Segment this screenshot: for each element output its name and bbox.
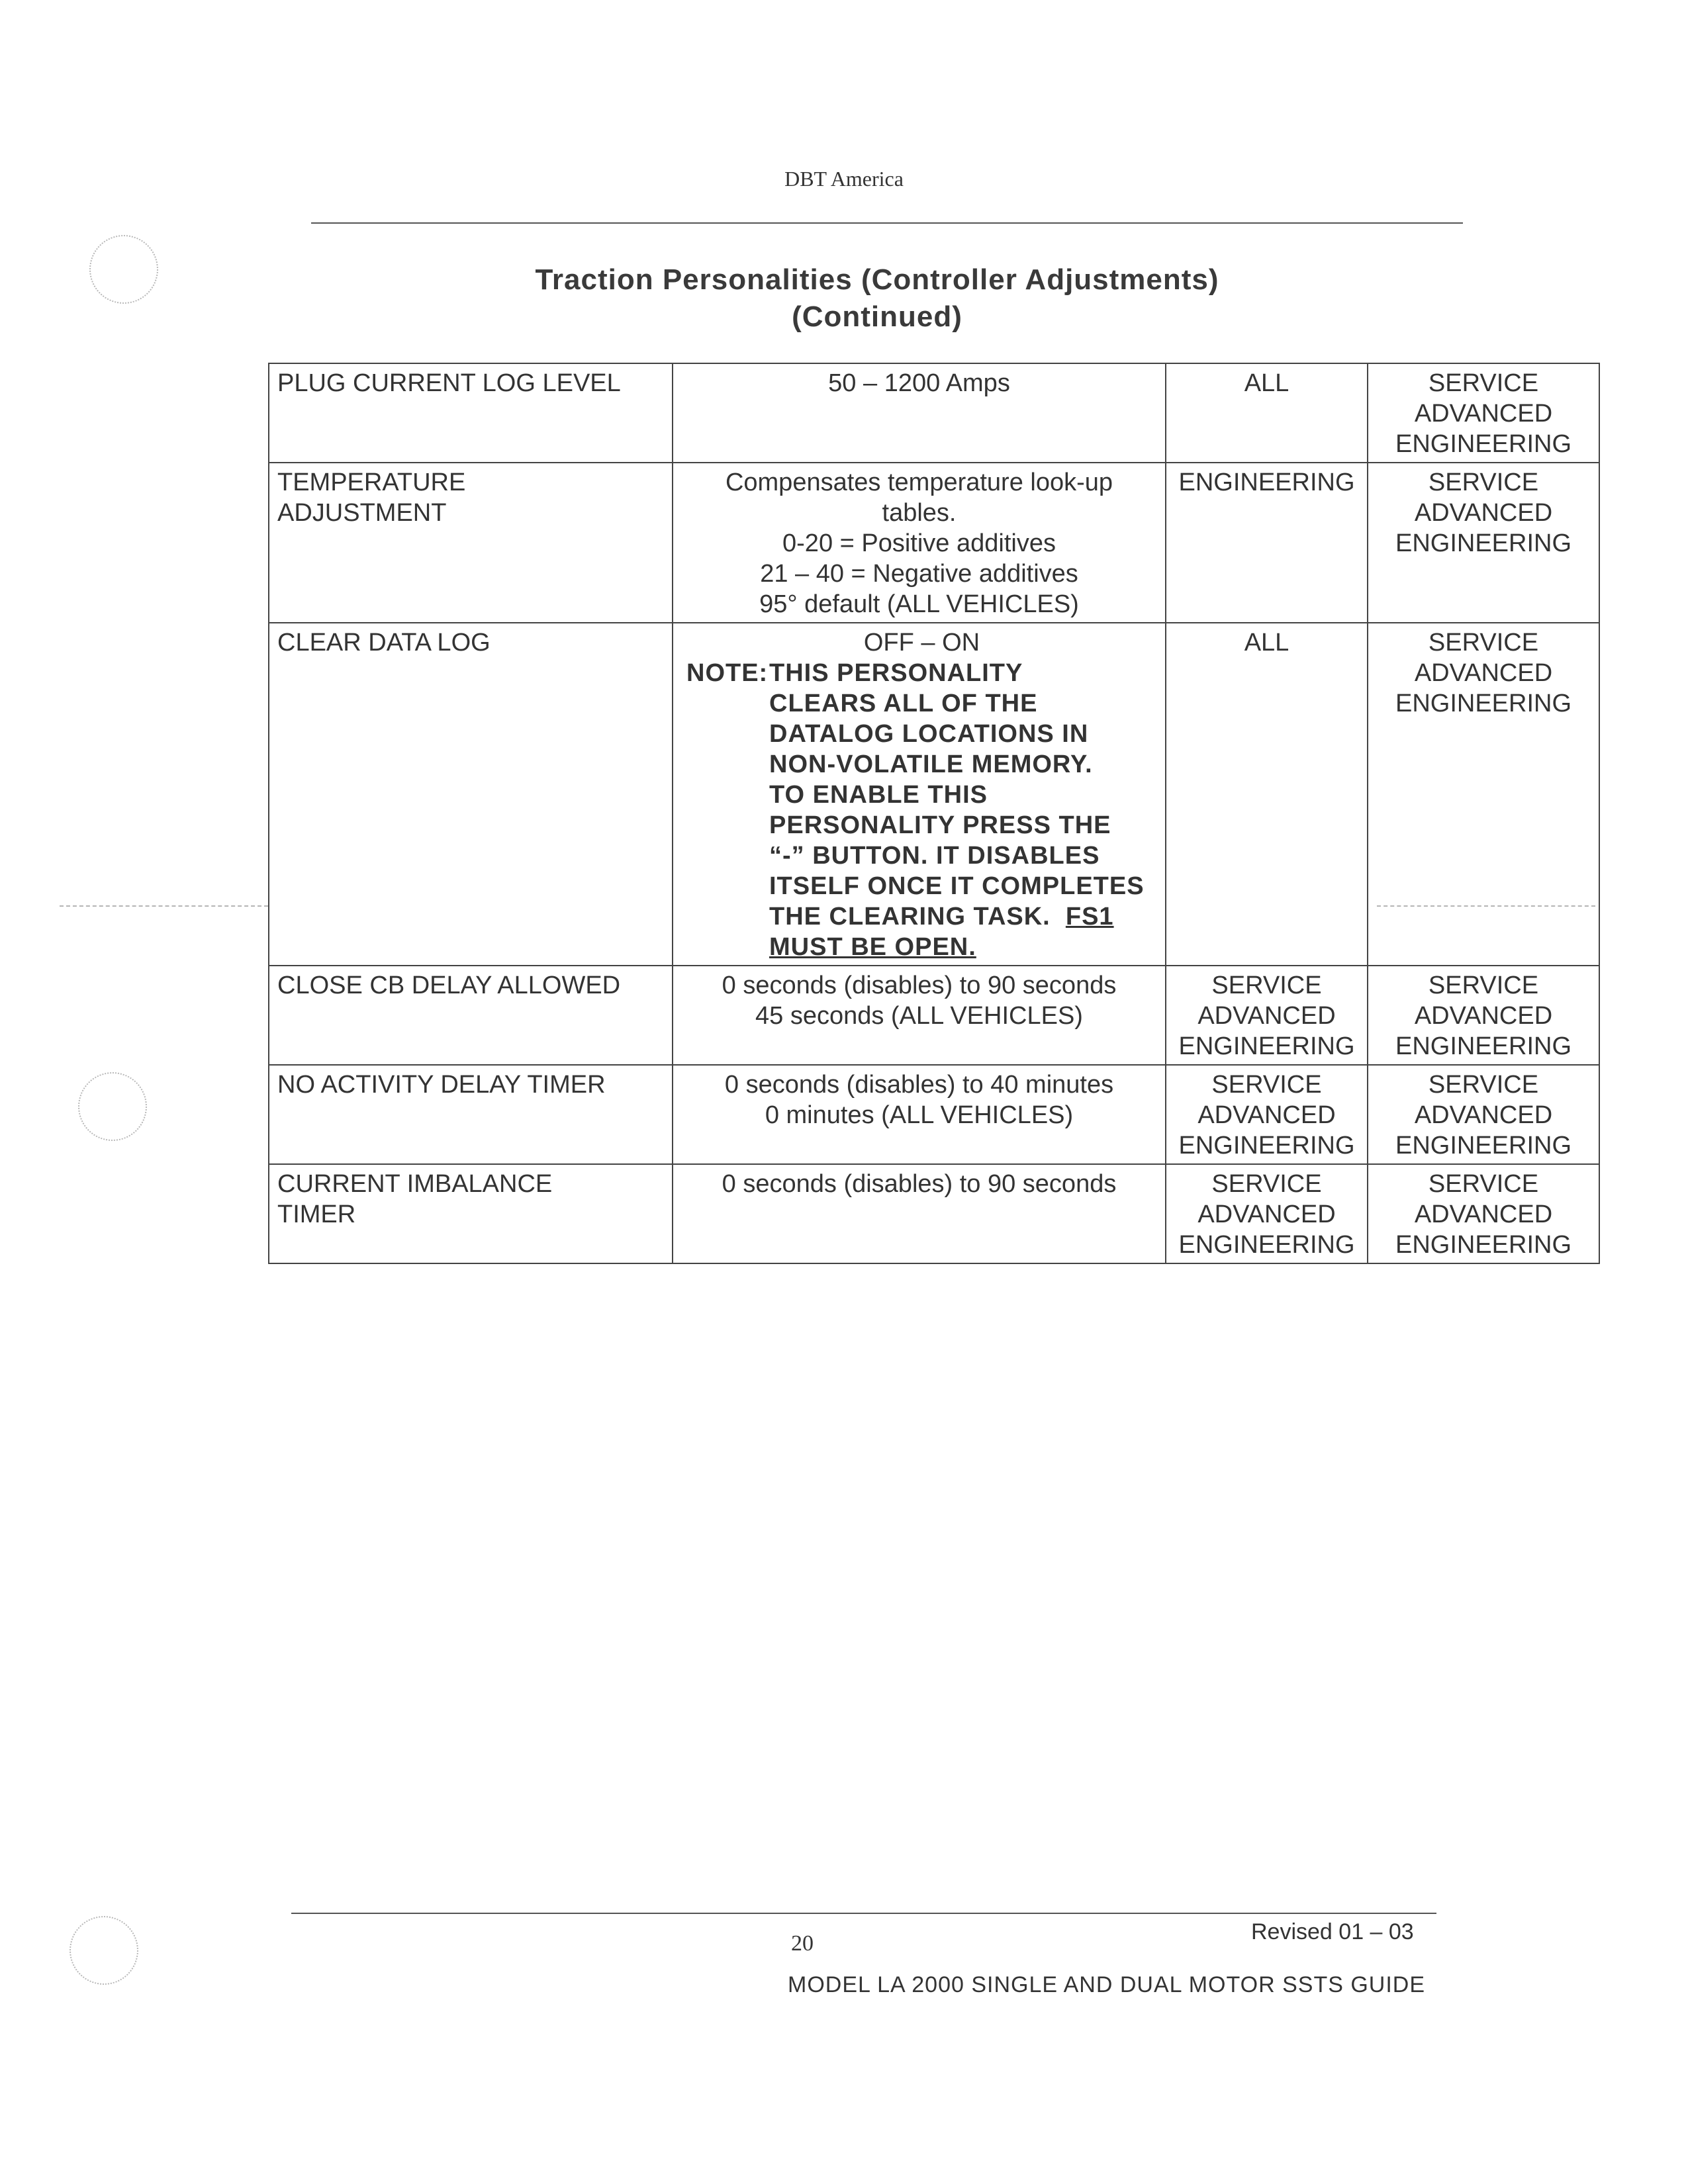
note-line xyxy=(769,932,1147,962)
cell-line: SERVICE xyxy=(1428,1071,1539,1099)
note-line: NON-VOLATILE MEMORY. xyxy=(769,751,1093,778)
page-title xyxy=(0,261,1688,336)
cell-line: SERVICE xyxy=(1428,972,1539,999)
note-fs1: FS1 xyxy=(1065,903,1114,931)
personalities-table xyxy=(268,363,1600,1264)
cell-line: ADJUSTMENT xyxy=(277,499,447,527)
footer-rule xyxy=(291,1913,1436,1914)
cell-access xyxy=(1368,1164,1599,1263)
cell-line: ENGINEERING xyxy=(1395,1032,1572,1060)
cell-range xyxy=(673,966,1166,1065)
cell-access xyxy=(1368,1065,1599,1164)
cell-name xyxy=(269,363,673,463)
cell-line: ADVANCED xyxy=(1414,1201,1553,1228)
cell-range xyxy=(673,1164,1166,1263)
table-row xyxy=(269,463,1599,623)
cell-line: ENGINEERING xyxy=(1395,529,1572,557)
cell-line: 45 seconds (ALL VEHICLES) xyxy=(755,1002,1083,1030)
cell-line: OFF – ON xyxy=(863,629,980,657)
note-text xyxy=(769,658,1147,962)
cell-access xyxy=(1368,966,1599,1065)
cell-line: ADVANCED xyxy=(1414,400,1553,428)
cell-line: 0 seconds (disables) to 40 minutes xyxy=(724,1071,1114,1099)
clear-data-log-note xyxy=(686,658,1157,962)
cell-line: 0-20 = Positive additives xyxy=(782,529,1056,557)
cell-line: 95° default (ALL VEHICLES) xyxy=(759,590,1079,618)
table-row xyxy=(269,966,1599,1065)
cell-default-access xyxy=(1166,1164,1368,1263)
cell-line: ADVANCED xyxy=(1414,499,1553,527)
cell-range xyxy=(673,363,1166,463)
cell-default-access xyxy=(1166,363,1368,463)
cell-line: TIMER xyxy=(277,1201,356,1228)
table-row xyxy=(269,1164,1599,1263)
cell-line: ADVANCED xyxy=(1414,1002,1553,1030)
note-line: THIS PERSONALITY xyxy=(769,659,1023,687)
cell-range xyxy=(673,463,1166,623)
cell-line: tables. xyxy=(882,499,957,527)
cell-line: SERVICE xyxy=(1428,369,1539,397)
cell-line: SERVICE xyxy=(1211,1071,1322,1099)
note-label: NOTE: xyxy=(686,659,769,687)
cell-line: PLUG CURRENT LOG LEVEL xyxy=(277,369,621,397)
note-line: PERSONALITY PRESS THE xyxy=(769,811,1111,839)
cell-line: ALL xyxy=(1244,629,1289,657)
cell-name xyxy=(269,463,673,623)
cell-line: ADVANCED xyxy=(1197,1101,1336,1129)
cell-line: ENGINEERING xyxy=(1178,1231,1355,1259)
cell-line: CLEAR DATA LOG xyxy=(277,629,491,657)
title-line-1: Traction Personalities (Controller Adjustments) xyxy=(535,263,1219,296)
cell-line: ENGINEERING xyxy=(1395,690,1572,717)
cell-line: SERVICE xyxy=(1211,972,1322,999)
punch-hole-bottom xyxy=(70,1916,138,1985)
cell-line: SERVICE xyxy=(1211,1170,1322,1198)
guide-title: MODEL LA 2000 SINGLE AND DUAL MOTOR SSTS GUIDE xyxy=(788,1972,1426,1997)
scan-artifact-line xyxy=(60,905,268,907)
header-company: DBT America xyxy=(784,167,904,191)
punch-hole-middle xyxy=(78,1072,147,1141)
cell-line: ADVANCED xyxy=(1197,1201,1336,1228)
cell-line: ENGINEERING xyxy=(1395,1132,1572,1160)
cell-line: ENGINEERING xyxy=(1395,430,1572,458)
cell-line: 21 – 40 = Negative additives xyxy=(760,560,1078,588)
note-last: MUST BE OPEN. xyxy=(769,933,976,961)
note-line: ITSELF ONCE IT COMPLETES xyxy=(769,872,1145,900)
cell-line: ADVANCED xyxy=(1197,1002,1336,1030)
table-row xyxy=(269,363,1599,463)
cell-range xyxy=(673,623,1166,966)
cell-line: SERVICE xyxy=(1428,469,1539,496)
cell-default-access xyxy=(1166,1065,1368,1164)
cell-name xyxy=(269,966,673,1065)
page-number: 20 xyxy=(791,1931,814,1956)
cell-default-access xyxy=(1166,966,1368,1065)
cell-access xyxy=(1368,363,1599,463)
cell-line: ENGINEERING xyxy=(1178,469,1355,496)
cell-access xyxy=(1368,463,1599,623)
cell-line: NO ACTIVITY DELAY TIMER xyxy=(277,1071,606,1099)
cell-line: TEMPERATURE xyxy=(277,469,466,496)
table-row xyxy=(269,623,1599,966)
note-line: CLEARS ALL OF THE xyxy=(769,690,1038,717)
cell-line: 0 seconds (disables) to 90 seconds xyxy=(722,972,1117,999)
cell-line: ENGINEERING xyxy=(1178,1032,1355,1060)
note-line: DATALOG LOCATIONS IN xyxy=(769,720,1089,748)
cell-line: ENGINEERING xyxy=(1395,1231,1572,1259)
cell-name xyxy=(269,1065,673,1164)
cell-default-access xyxy=(1166,463,1368,623)
cell-line: ALL xyxy=(1244,369,1289,397)
cell-line: CURRENT IMBALANCE xyxy=(277,1170,553,1198)
cell-line: ADVANCED xyxy=(1414,1101,1553,1129)
table-row xyxy=(269,1065,1599,1164)
note-line: TO ENABLE THIS xyxy=(769,781,988,809)
cell-line: SERVICE xyxy=(1428,629,1539,657)
title-line-2: (Continued) xyxy=(792,300,962,333)
cell-default-access xyxy=(1166,623,1368,966)
cell-name xyxy=(269,1164,673,1263)
cell-line: ADVANCED xyxy=(1414,659,1553,687)
cell-line: 50 – 1200 Amps xyxy=(828,369,1010,397)
cell-access xyxy=(1368,623,1599,966)
cell-line: Compensates temperature look-up xyxy=(725,469,1113,496)
cell-range xyxy=(673,1065,1166,1164)
header-rule xyxy=(311,222,1463,224)
cell-line: ENGINEERING xyxy=(1178,1132,1355,1160)
note-line: “-” BUTTON. IT DISABLES xyxy=(769,842,1100,870)
cell-name xyxy=(269,623,673,966)
note-line-task xyxy=(769,901,1147,932)
note-task-text: THE CLEARING TASK. xyxy=(769,903,1051,931)
cell-line: 0 seconds (disables) to 90 seconds xyxy=(722,1170,1117,1198)
revision-label: Revised 01 – 03 xyxy=(1251,1919,1414,1944)
cell-line: SERVICE xyxy=(1428,1170,1539,1198)
cell-line: 0 minutes (ALL VEHICLES) xyxy=(765,1101,1074,1129)
cell-line: CLOSE CB DELAY ALLOWED xyxy=(277,972,621,999)
